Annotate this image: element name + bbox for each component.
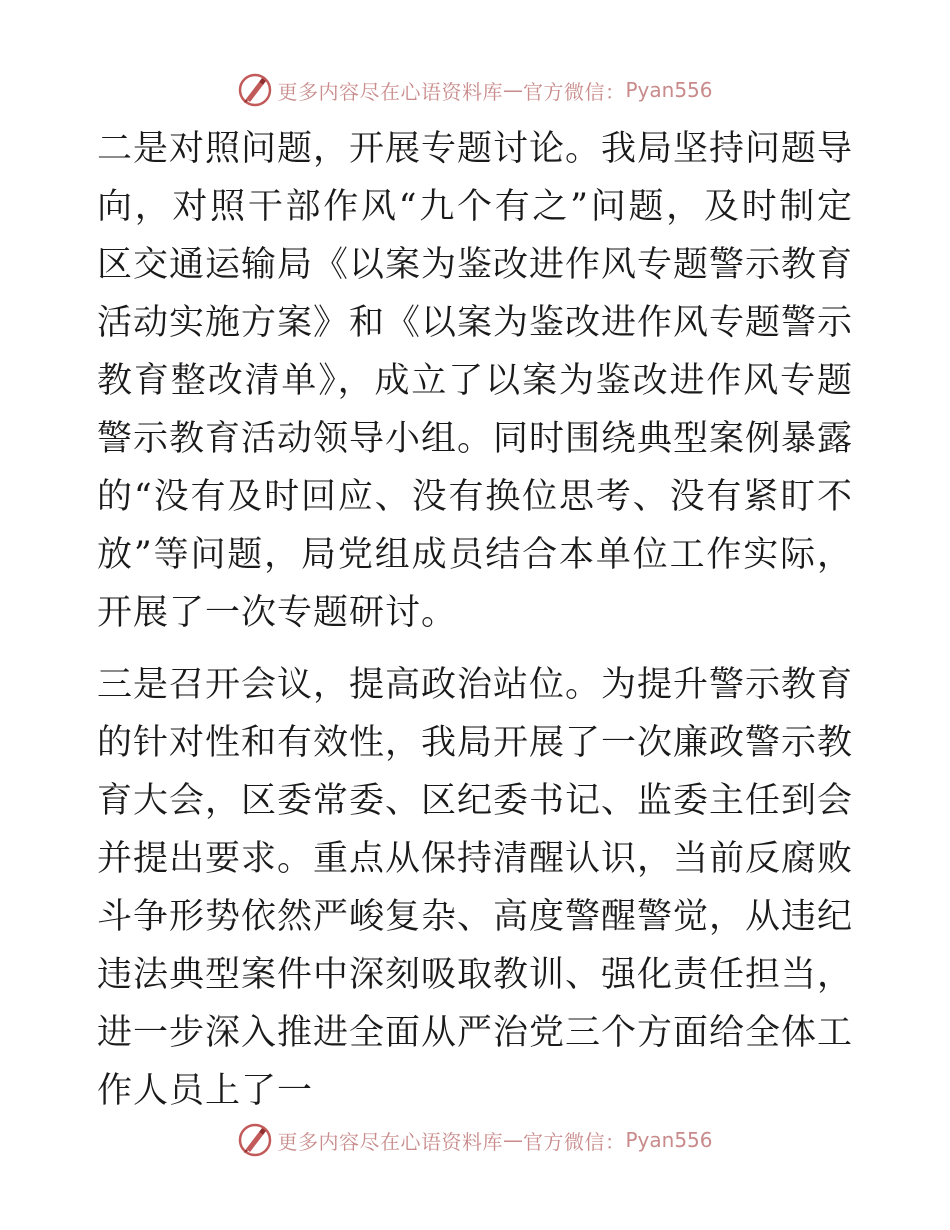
watermark-account-id: Pyan556 xyxy=(625,78,713,102)
paragraph-1: 二是对照问题，开展专题讨论。我局坚持问题导向，对照干部作风“九个有之”问题，及时制定区交通运输局《以案为鉴改进作风专题警示教育活动实施方案》和《以案为鉴改进作风专题警示教育整改清单》，成立了以案为鉴改进作风专题警示教育活动领导小组。同时围绕典型案例暴露的“没有及时回应、没有换位思考、没有紧盯不放”等问题，局党组成员结合本单位工作实际，开展了一次专题研讨。 xyxy=(97,129,854,633)
watermark-account-label: 官方微信： xyxy=(522,79,626,104)
document-body xyxy=(97,120,853,1120)
watermark-account-label: 官方微信： xyxy=(522,1129,626,1154)
watermark-separator: — xyxy=(502,1128,523,1152)
paragraph-2: 三是召开会议，提高政治站位。为提升警示教育的针对性和有效性，我局开展了一次廉政警示教育大会，区委常委、区纪委书记、监委主任到会并提出要求。重点从保持清醒认识，当前反腐败斗争形势依然严峻复杂、高度警醒警觉，从违纪违法典型案件中深刻吸取教训、强化责任担当，进一步深入推进全面从严治党三个方面给全体工作人员上了一 xyxy=(97,665,854,1111)
watermark-separator: — xyxy=(502,78,523,102)
watermark-brand-text: 更多内容尽在心语资料库 xyxy=(277,1129,503,1154)
header-watermark xyxy=(0,70,950,110)
watermark-brand-text: 更多内容尽在心语资料库 xyxy=(277,79,503,104)
footer-watermark xyxy=(0,1120,950,1160)
pen-logo-icon xyxy=(237,1122,273,1158)
pen-logo-icon xyxy=(237,72,273,108)
watermark-account-id: Pyan556 xyxy=(625,1128,713,1152)
